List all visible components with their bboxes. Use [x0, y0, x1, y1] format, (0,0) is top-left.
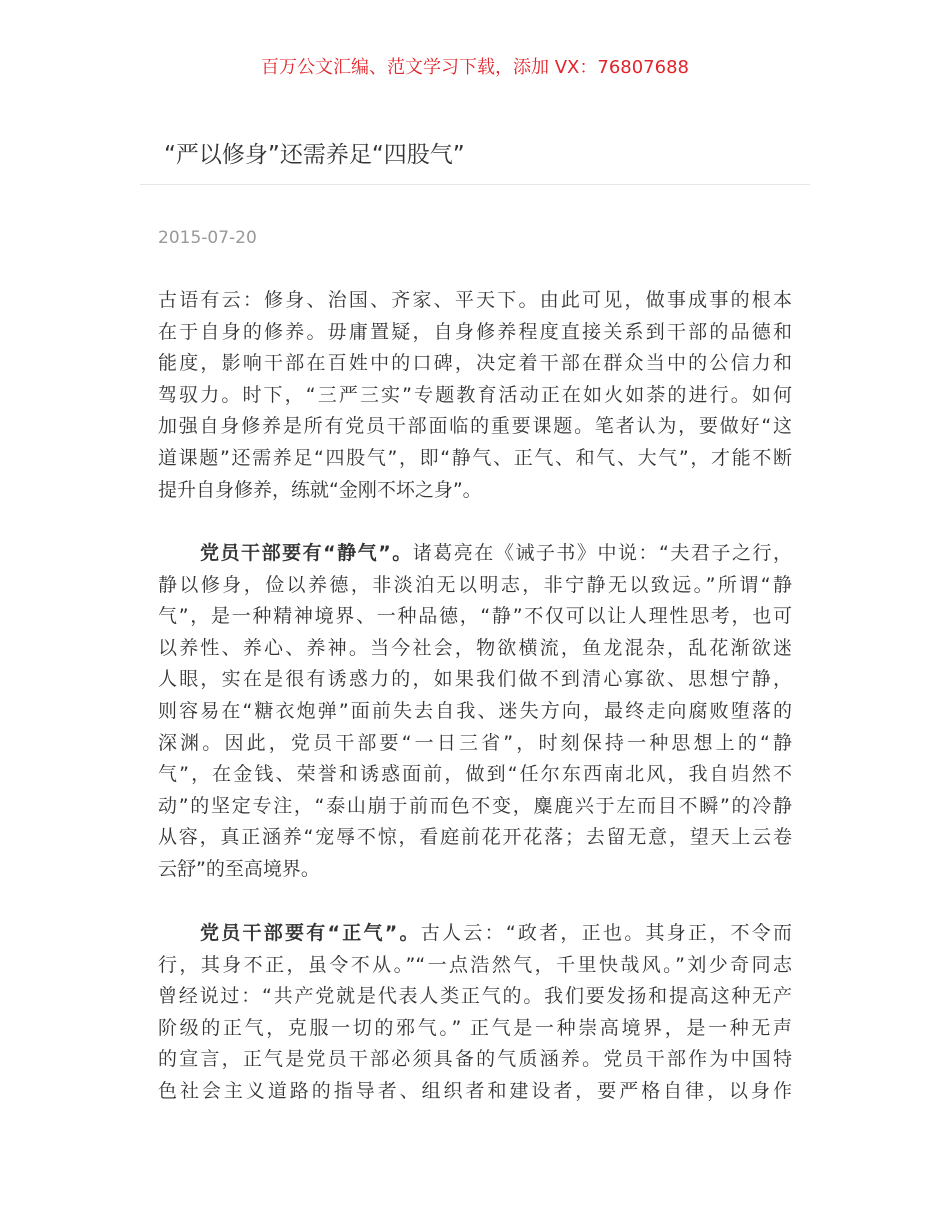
text-line: 在于自身的修养。毋庸置疑，自身修养程度直接关系到干部的品德和 [158, 320, 792, 343]
text-line: 以养性、养心、养神。当今社会，物欲横流，鱼龙混杂，乱花渐欲迷 [158, 636, 792, 659]
text-line: 色社会主义道路的指导者、组织者和建设者，要严格自律，以身作 [158, 1079, 792, 1102]
paragraph-lead-rest: 古人云：“政者，正也。其身正，不令而 [420, 922, 792, 944]
paragraph-intro [158, 285, 792, 506]
text-line [158, 538, 792, 570]
text-line: 驾驭力。时下，“三严三实”专题教育活动正在如火如荼的进行。如何 [158, 383, 792, 406]
text-line: 的宣言，正气是党员干部必须具备的气质涵养。党员干部作为中国特 [158, 1048, 792, 1071]
text-line: 则容易在“糖衣炮弹”面前失去自我、迷失方向，最终走向腐败堕落的 [158, 699, 792, 722]
text-line: 气”，是一种精神境界、一种品德，“静”不仅可以让人理性思考，也可 [158, 605, 792, 628]
text-line: 曾经说过：“共产党就是代表人类正气的。我们要发扬和提高这种无产 [158, 985, 792, 1008]
text-line: 能度，影响干部在百姓中的口碑，决定着干部在群众当中的公信力和 [158, 352, 792, 375]
article-title: “严以修身”还需养足“四股气” [164, 142, 465, 168]
text-line: 阶级的正气，克服一切的邪气。” 正气是一种崇高境界，是一种无声 [158, 1016, 792, 1039]
text-line: 动”的坚定专注，“泰山崩于前而色不变，麋鹿兴于左而目不瞬”的冷静 [158, 794, 792, 817]
text-line: 静以修身，俭以养德，非淡泊无以明志，非宁静无以致远。”所谓“静 [158, 573, 792, 596]
watermark-header: 百万公文汇编、范文学习下载，添加 VX：76807688 [261, 57, 689, 78]
text-line: 道课题”还需养足“四股气”，即“静气、正气、和气、大气”，才能不断 [158, 446, 792, 469]
paragraph-lead-heading: 党员干部要有“静气”。 [200, 542, 413, 564]
text-line: 从容，真正涵养“宠辱不惊，看庭前花开花落；去留无意，望天上云卷 [158, 826, 792, 849]
paragraph-lead-rest: 诸葛亮在《诫子书》中说：“夫君子之行， [412, 542, 792, 564]
text-line: 气”，在金钱、荣誉和诱惑面前，做到“任尔东西南北风，我自岿然不 [158, 763, 792, 786]
text-line: 提升自身修养，练就“金刚不坏之身”。 [158, 478, 482, 501]
text-line [158, 918, 792, 950]
paragraph-lead-heading: 党员干部要有“正气”。 [200, 922, 421, 944]
text-line: 云舒”的至高境界。 [158, 857, 320, 880]
paragraph-jing-qi [158, 538, 792, 886]
text-line: 深渊。因此，党员干部要“一日三省”，时刻保持一种思想上的“静 [158, 731, 792, 754]
paragraph-zheng-qi [158, 918, 792, 1108]
publish-date: 2015-07-20 [158, 228, 257, 248]
title-divider [140, 184, 810, 185]
text-line: 行，其身不正，虽令不从。”“一点浩然气，千里快哉风。”刘少奇同志 [158, 953, 792, 976]
text-line: 人眼，实在是很有诱惑力的，如果我们做不到清心寡欲、思想宁静， [158, 668, 792, 691]
text-line: 加强自身修养是所有党员干部面临的重要课题。笔者认为，要做好“这 [158, 415, 792, 438]
text-line: 古语有云：修身、治国、齐家、平天下。由此可见，做事成事的根本 [158, 289, 792, 311]
